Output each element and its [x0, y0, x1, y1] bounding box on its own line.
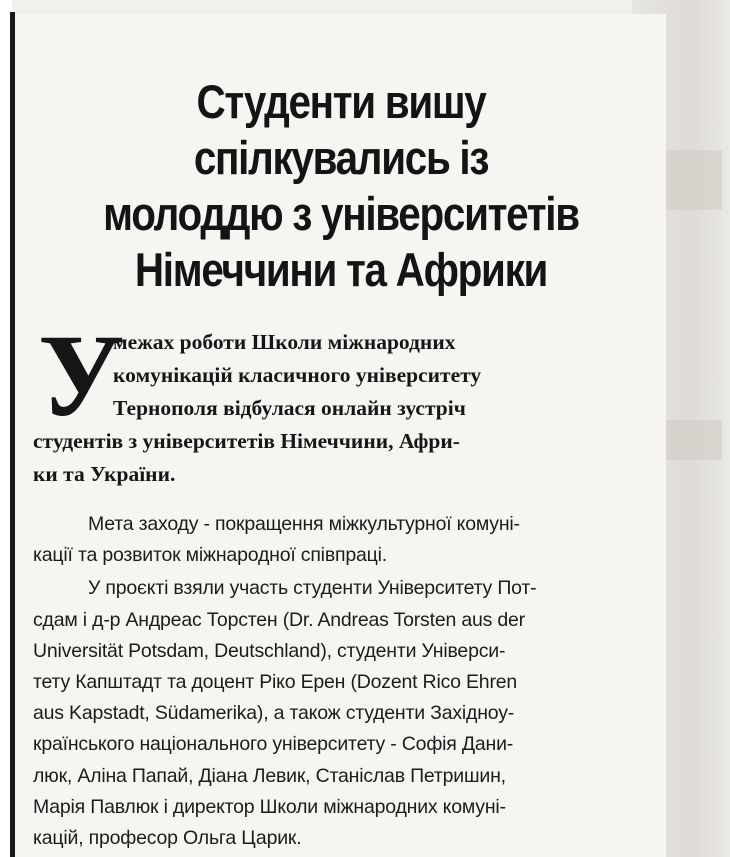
body-line: Мета заходу - покращення міжкультурної комуні-	[88, 513, 520, 535]
headline-line: Німеччини та Африки	[134, 243, 548, 296]
headline-line: молоддю з університетів	[103, 187, 579, 240]
lead-line: Тернополя відбулася онлайн зустріч	[113, 396, 466, 420]
body-line: країнського національного університету - Софія Дани-	[33, 733, 514, 756]
article	[16, 14, 666, 857]
lead-line: межах роботи Школи міжнародних	[113, 330, 456, 354]
headline-line: Студенти вишу	[196, 75, 486, 128]
lead-line: комунікацій класичного університету	[113, 363, 482, 387]
body-line: тету Капштадт та доцент Ріко Ерен (Dozent Rico Ehren	[33, 671, 518, 694]
body-line: кацій, професор Ольга Царик.	[33, 827, 302, 850]
body-line: aus Kapstadt, Südamerika), а також студенти Західноу-	[33, 702, 515, 725]
body-line: Universität Potsdam, Deutschland), студенти Універси-	[33, 639, 506, 662]
body-text	[33, 509, 645, 854]
body-line: сдам і д-р Андреас Торстен (Dr. Andreas Torsten aus der	[33, 608, 525, 631]
lead-paragraph	[33, 310, 645, 491]
body-line: Марія Павлюк і директор Школи міжнародних комуні-	[33, 795, 506, 818]
headline-line: спілкувались із	[193, 131, 489, 184]
column-rule	[10, 12, 15, 857]
headline	[87, 74, 594, 298]
lead-line: ки та України.	[33, 462, 176, 486]
lead-line: студентів з університетів Німеччини, Афри-	[33, 429, 460, 453]
body-line: У проєкті взяли участь студенти Університету Пот-	[88, 577, 537, 600]
body-line: люк, Аліна Папай, Діана Левик, Станіслав Петришин,	[33, 764, 506, 787]
drop-cap: У	[38, 310, 125, 441]
body-line: кації та розвиток міжнародної співпраці.	[33, 544, 387, 567]
